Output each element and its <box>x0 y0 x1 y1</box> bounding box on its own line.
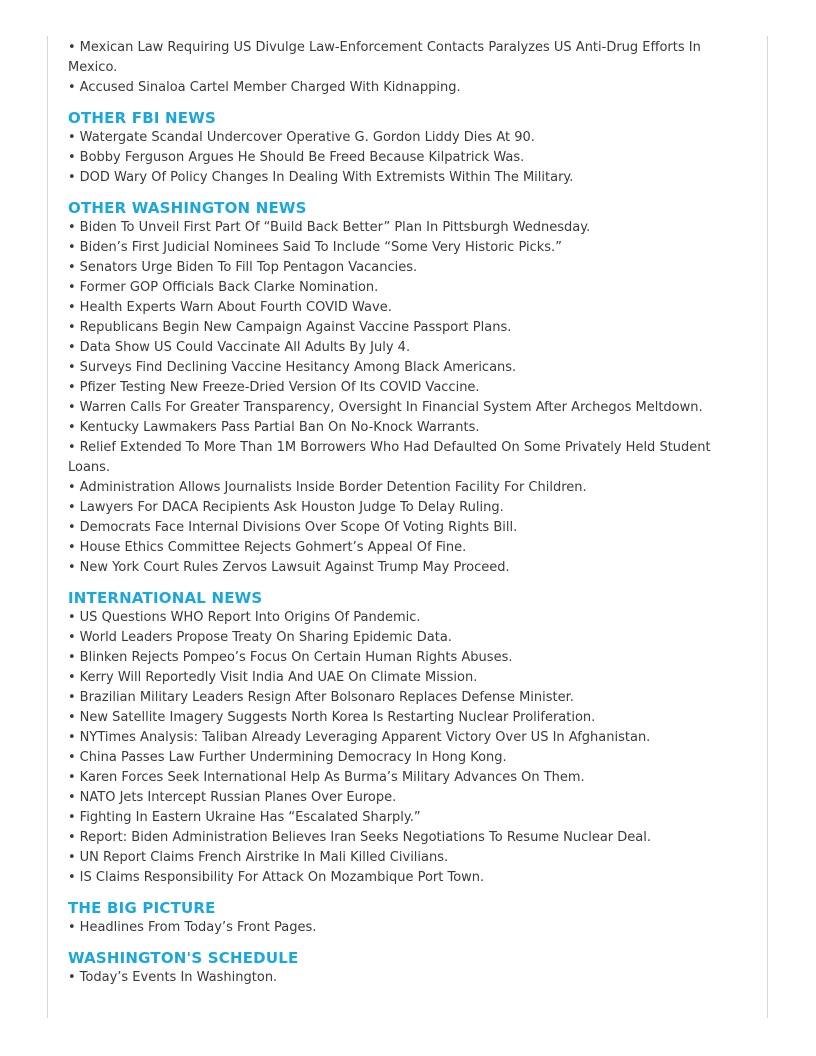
bullet-icon: • <box>68 540 76 555</box>
headline-link[interactable]: Republicans Begin New Campaign Against Vaccine Passport Plans. <box>79 320 512 335</box>
news-section <box>68 108 724 188</box>
headline-link[interactable]: Relief Extended To More Than 1M Borrowers Who Had Defaulted On Some Privately Held Student Loans. <box>68 440 711 475</box>
headline-link[interactable]: Mexican Law Requiring US Divulge Law-Enforcement Contacts Paralyzes US Anti-Drug Efforts In Mexico. <box>68 40 701 75</box>
news-section <box>68 38 724 98</box>
headline-item <box>68 318 724 338</box>
headline-list <box>68 128 724 188</box>
headline-item <box>68 808 724 828</box>
headline-item <box>68 148 724 168</box>
headline-item <box>68 438 724 478</box>
headline-item <box>68 748 724 768</box>
bullet-icon: • <box>68 810 76 825</box>
headline-item <box>68 498 724 518</box>
bullet-icon: • <box>68 240 76 255</box>
headline-link[interactable]: Health Experts Warn About Fourth COVID Wave. <box>79 300 392 315</box>
headline-link[interactable]: Kentucky Lawmakers Pass Partial Ban On No-Knock Warrants. <box>79 420 480 435</box>
section-title: THE BIG PICTURE <box>68 899 216 917</box>
headline-link[interactable]: Biden To Unveil First Part Of “Build Back Better” Plan In Pittsburgh Wednesday. <box>79 220 591 235</box>
bullet-icon: • <box>68 500 76 515</box>
headline-item <box>68 558 724 578</box>
headline-link[interactable]: UN Report Claims French Airstrike In Mali Killed Civilians. <box>79 850 449 865</box>
headline-link[interactable]: New Satellite Imagery Suggests North Korea Is Restarting Nuclear Proliferation. <box>79 710 596 725</box>
headline-link[interactable]: NATO Jets Intercept Russian Planes Over Europe. <box>79 790 397 805</box>
headline-link[interactable]: Former GOP Officials Back Clarke Nomination. <box>79 280 379 295</box>
headline-link[interactable]: Kerry Will Reportedly Visit India And UAE On Climate Mission. <box>79 670 478 685</box>
bullet-icon: • <box>68 710 76 725</box>
bullet-icon: • <box>68 670 76 685</box>
headline-list <box>68 968 724 988</box>
bullet-icon: • <box>68 220 76 235</box>
headline-list <box>68 38 724 98</box>
headline-item <box>68 238 724 258</box>
headline-link[interactable]: New York Court Rules Zervos Lawsuit Against Trump May Proceed. <box>79 560 510 575</box>
headline-item <box>68 848 724 868</box>
bullet-icon: • <box>68 170 76 185</box>
headline-item <box>68 828 724 848</box>
headline-item <box>68 78 724 98</box>
headline-item <box>68 708 724 728</box>
headline-item <box>68 648 724 668</box>
headline-item <box>68 418 724 438</box>
headline-item <box>68 258 724 278</box>
section-title: INTERNATIONAL NEWS <box>68 589 263 607</box>
headline-link[interactable]: Biden’s First Judicial Nominees Said To Include “Some Very Historic Picks.” <box>79 240 562 255</box>
headline-link[interactable]: Today’s Events In Washington. <box>79 970 278 985</box>
headline-link[interactable]: Administration Allows Journalists Inside Border Detention Facility For Children. <box>79 480 587 495</box>
headline-item <box>68 538 724 558</box>
headline-link[interactable]: Fighting In Eastern Ukraine Has “Escalated Sharply.” <box>79 810 421 825</box>
headline-item <box>68 918 724 938</box>
headline-item <box>68 688 724 708</box>
headline-link[interactable]: Karen Forces Seek International Help As Burma’s Military Advances On Them. <box>79 770 585 785</box>
headline-link[interactable]: NYTimes Analysis: Taliban Already Leveraging Apparent Victory Over US In Afghanistan. <box>79 730 651 745</box>
headline-item <box>68 298 724 318</box>
headline-list <box>68 608 724 888</box>
bullet-icon: • <box>68 80 76 95</box>
bullet-icon: • <box>68 870 76 885</box>
bullet-icon: • <box>68 970 76 985</box>
headline-link[interactable]: IS Claims Responsibility For Attack On Mozambique Port Town. <box>79 870 485 885</box>
headline-link[interactable]: Democrats Face Internal Divisions Over Scope Of Voting Rights Bill. <box>79 520 518 535</box>
bullet-icon: • <box>68 280 76 295</box>
headline-link[interactable]: Watergate Scandal Undercover Operative G. Gordon Liddy Dies At 90. <box>79 130 535 145</box>
headline-item <box>68 768 724 788</box>
bullet-icon: • <box>68 850 76 865</box>
bullet-icon: • <box>68 520 76 535</box>
bullet-icon: • <box>68 730 76 745</box>
headline-link[interactable]: World Leaders Propose Treaty On Sharing Epidemic Data. <box>79 630 452 645</box>
headline-link[interactable]: US Questions WHO Report Into Origins Of Pandemic. <box>79 610 421 625</box>
headline-item <box>68 358 724 378</box>
bullet-icon: • <box>68 260 76 275</box>
bullet-icon: • <box>68 650 76 665</box>
headline-item <box>68 518 724 538</box>
bullet-icon: • <box>68 360 76 375</box>
headline-item <box>68 38 724 78</box>
headline-item <box>68 968 724 988</box>
headline-link[interactable]: Brazilian Military Leaders Resign After Bolsonaro Replaces Defense Minister. <box>79 690 574 705</box>
bullet-icon: • <box>68 920 76 935</box>
bullet-icon: • <box>68 130 76 145</box>
headline-item <box>68 378 724 398</box>
headline-item <box>68 728 724 748</box>
headline-item <box>68 398 724 418</box>
bullet-icon: • <box>68 770 76 785</box>
bullet-icon: • <box>68 560 76 575</box>
bullet-icon: • <box>68 630 76 645</box>
headline-link[interactable]: Senators Urge Biden To Fill Top Pentagon Vacancies. <box>79 260 418 275</box>
headline-item <box>68 788 724 808</box>
headline-link[interactable]: Lawyers For DACA Recipients Ask Houston Judge To Delay Ruling. <box>79 500 504 515</box>
section-title: OTHER FBI NEWS <box>68 109 216 127</box>
headline-item <box>68 338 724 358</box>
headline-link[interactable]: Blinken Rejects Pompeo’s Focus On Certain Human Rights Abuses. <box>79 650 513 665</box>
headline-link[interactable]: House Ethics Committee Rejects Gohmert’s Appeal Of Fine. <box>79 540 467 555</box>
bullet-icon: • <box>68 690 76 705</box>
headline-link[interactable]: DOD Wary Of Policy Changes In Dealing With Extremists Within The Military. <box>79 170 574 185</box>
headline-item <box>68 628 724 648</box>
headline-item <box>68 608 724 628</box>
bullet-icon: • <box>68 480 76 495</box>
news-section <box>68 948 724 988</box>
bullet-icon: • <box>68 420 76 435</box>
bullet-icon: • <box>68 440 76 455</box>
headline-list <box>68 218 724 578</box>
bullet-icon: • <box>68 340 76 355</box>
headline-link[interactable]: Headlines From Today’s Front Pages. <box>79 920 317 935</box>
headline-link[interactable]: Bobby Ferguson Argues He Should Be Freed Because Kilpatrick Was. <box>79 150 525 165</box>
bullet-icon: • <box>68 610 76 625</box>
news-section <box>68 588 724 888</box>
bullet-icon: • <box>68 380 76 395</box>
headline-item <box>68 868 724 888</box>
headline-link[interactable]: Accused Sinaloa Cartel Member Charged With Kidnapping. <box>79 80 461 95</box>
headline-link[interactable]: Data Show US Could Vaccinate All Adults By July 4. <box>79 340 411 355</box>
bullet-icon: • <box>68 300 76 315</box>
headline-link[interactable]: Report: Biden Administration Believes Iran Seeks Negotiations To Resume Nuclear Deal. <box>79 830 651 845</box>
bullet-icon: • <box>68 830 76 845</box>
headline-item <box>68 128 724 148</box>
bullet-icon: • <box>68 40 76 55</box>
headline-link[interactable]: Surveys Find Declining Vaccine Hesitancy Among Black Americans. <box>79 360 517 375</box>
headline-link[interactable]: China Passes Law Further Undermining Democracy In Hong Kong. <box>79 750 507 765</box>
news-section <box>68 198 724 578</box>
bullet-icon: • <box>68 400 76 415</box>
bullet-icon: • <box>68 750 76 765</box>
newsletter-content <box>68 38 724 988</box>
headline-link[interactable]: Pfizer Testing New Freeze-Dried Version Of Its COVID Vaccine. <box>79 380 480 395</box>
section-title: WASHINGTON'S SCHEDULE <box>68 949 299 967</box>
bullet-icon: • <box>68 150 76 165</box>
headline-item <box>68 168 724 188</box>
headline-item <box>68 668 724 688</box>
headline-list <box>68 918 724 938</box>
headline-item <box>68 478 724 498</box>
bullet-icon: • <box>68 320 76 335</box>
bullet-icon: • <box>68 790 76 805</box>
headline-item <box>68 218 724 238</box>
section-title: OTHER WASHINGTON NEWS <box>68 199 307 217</box>
news-section <box>68 898 724 938</box>
headline-link[interactable]: Warren Calls For Greater Transparency, Oversight In Financial System After Archegos Meltdown. <box>79 400 703 415</box>
headline-item <box>68 278 724 298</box>
